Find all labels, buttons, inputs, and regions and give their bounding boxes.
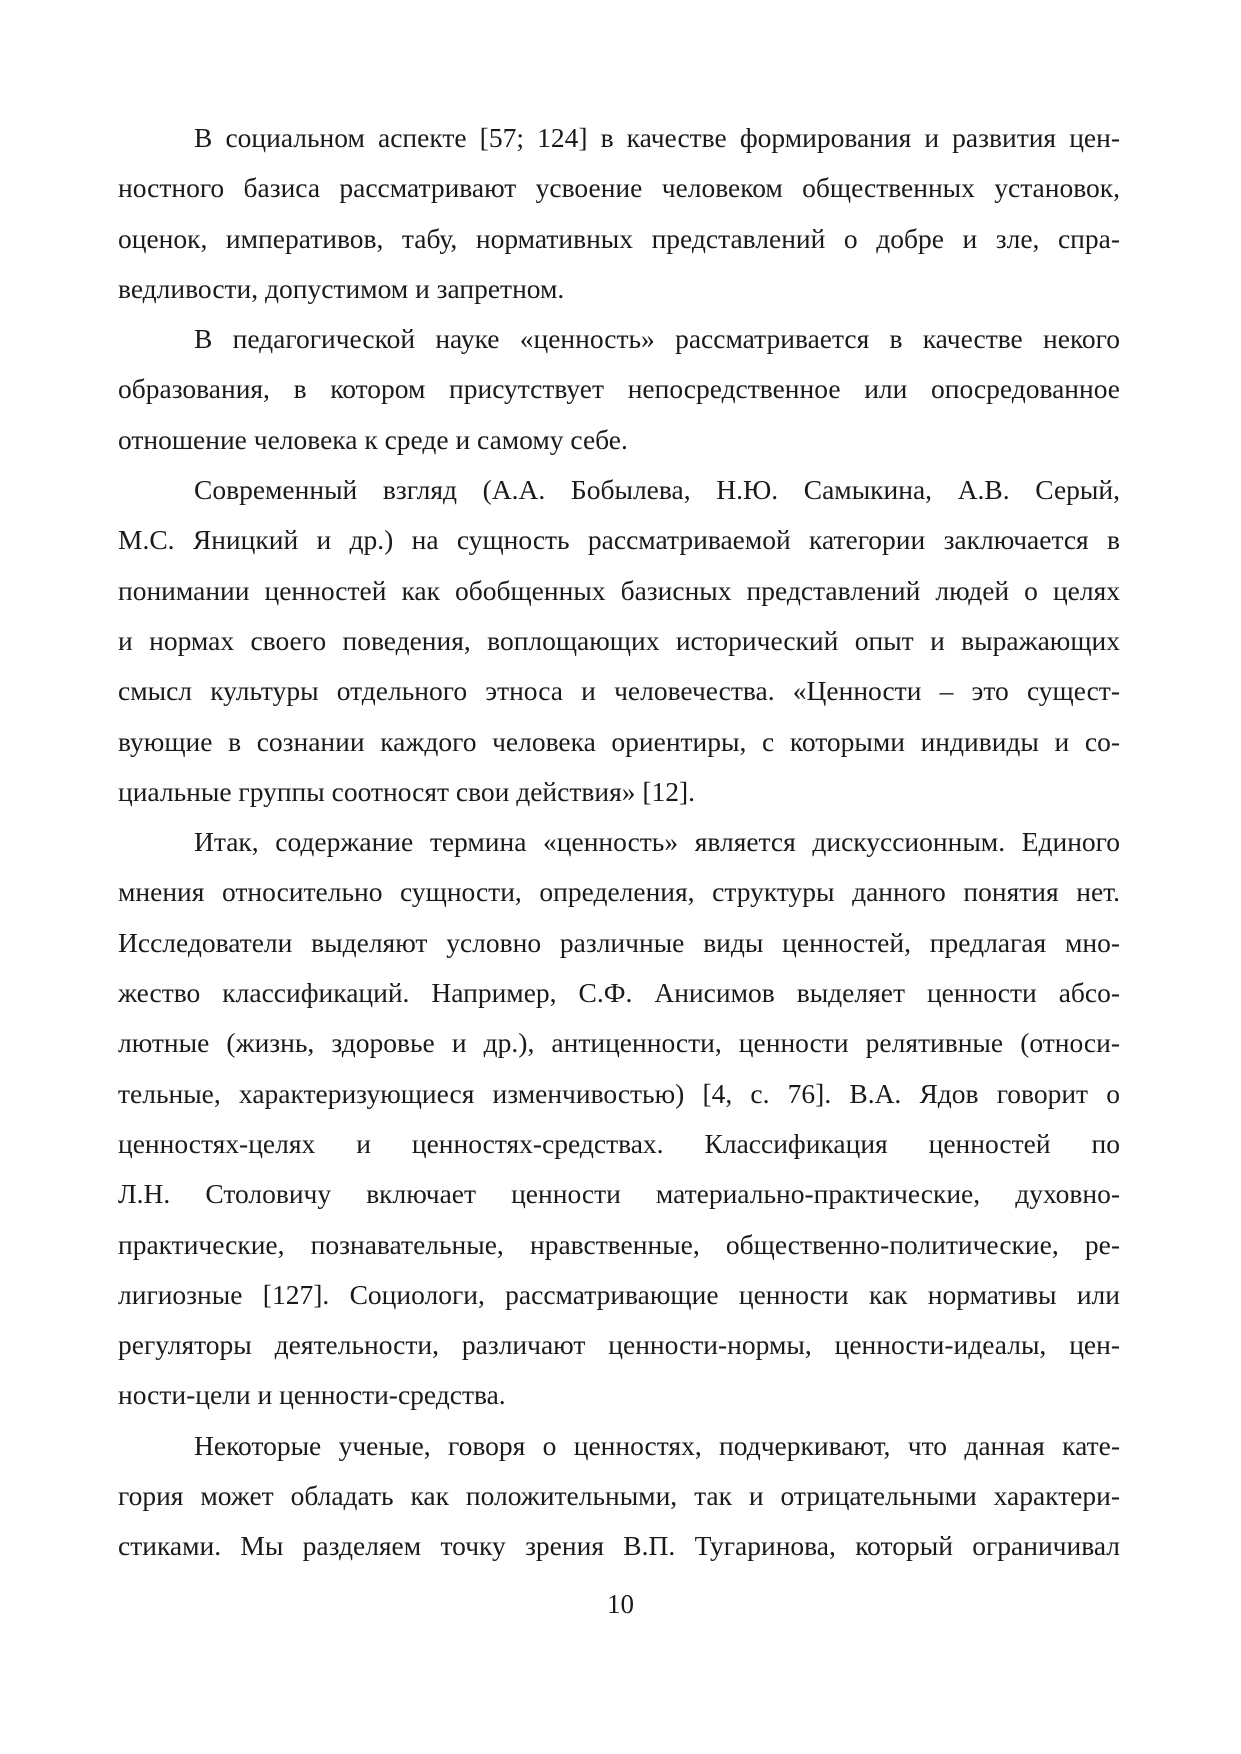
text-line: стиками. Мы разделяем точку зрения В.П. Тугаринова, который ограничивал — [118, 1530, 1120, 1562]
text-line: регуляторы деятельности, различают ценности-нормы, ценности-идеалы, цен- — [118, 1329, 1120, 1361]
text-line: ности-цели и ценности-средства. — [118, 1379, 506, 1411]
text-line: мнения относительно сущности, определения, структуры данного понятия нет. — [118, 876, 1120, 908]
text-line: оценок, императивов, табу, нормативных представлений о добре и зле, спра- — [118, 222, 1120, 254]
text-line: циальные группы соотносят свои действия» [12]. — [118, 775, 696, 807]
paragraph-social-aspect — [118, 113, 1120, 314]
text-line: смысл культуры отдельного этноса и человечества. «Ценности – это сущест- — [118, 675, 1120, 707]
text-line: Современный взгляд (А.А. Бобылева, Н.Ю. Самыкина, А.В. Серый, — [194, 474, 1120, 506]
text-line: лютные (жизнь, здоровье и др.), антиценности, ценности релятивные (относи- — [118, 1027, 1120, 1059]
text-line: тельные, характеризующиеся изменчивостью) [4, с. 76]. В.А. Ядов говорит о — [118, 1077, 1120, 1109]
text-line: гория может обладать как положительными, так и отрицательными характери- — [118, 1480, 1120, 1512]
text-line: ностного базиса рассматривают усвоение человеком общественных установок, — [118, 172, 1120, 204]
text-line: отношение человека к среде и самому себе. — [118, 423, 628, 455]
text-line: практические, познавательные, нравственные, общественно-политические, ре- — [118, 1228, 1120, 1260]
text-line: образования, в котором присутствует непосредственное или опосредованное — [118, 373, 1120, 405]
paragraph-pedagogical-science — [118, 314, 1120, 465]
page-number: 10 — [607, 1589, 634, 1619]
text-line: жество классификаций. Например, С.Ф. Анисимов выделяет ценности абсо- — [118, 977, 1120, 1009]
text-line: Исследователи выделяют условно различные виды ценностей, предлагая мно- — [118, 926, 1120, 958]
text-line: В социальном аспекте [57; 124] в качестве формирования и развития цен- — [194, 122, 1120, 153]
text-line: ведливости, допустимом и запретном. — [118, 272, 565, 304]
text-body — [118, 113, 1120, 1572]
paragraph-modern-view — [118, 465, 1120, 817]
text-line: ценностях-целях и ценностях-средствах. Классификация ценностей по — [118, 1127, 1120, 1159]
paragraph-classifications — [118, 817, 1120, 1421]
paragraph-positive-negative — [118, 1421, 1120, 1572]
text-line: понимании ценностей как обобщенных базисных представлений людей о целях — [118, 574, 1120, 606]
text-line: Итак, содержание термина «ценность» является дискуссионным. Единого — [194, 826, 1120, 858]
text-line: М.С. Яницкий и др.) на сущность рассматриваемой категории заключается в — [118, 524, 1120, 556]
text-line: лигиозные [127]. Социологи, рассматривающие ценности как нормативы или — [118, 1278, 1120, 1310]
text-line: и нормах своего поведения, воплощающих исторический опыт и выражающих — [118, 624, 1120, 656]
text-line: В педагогической науке «ценность» рассматривается в качестве некого — [194, 323, 1120, 355]
text-line: вующие в сознании каждого человека ориентиры, с которыми индивиды и со- — [118, 725, 1120, 757]
text-line: Л.Н. Столовичу включает ценности материально-практические, духовно- — [118, 1178, 1120, 1210]
text-line: Некоторые ученые, говоря о ценностях, подчеркивают, что данная кате- — [194, 1429, 1120, 1461]
